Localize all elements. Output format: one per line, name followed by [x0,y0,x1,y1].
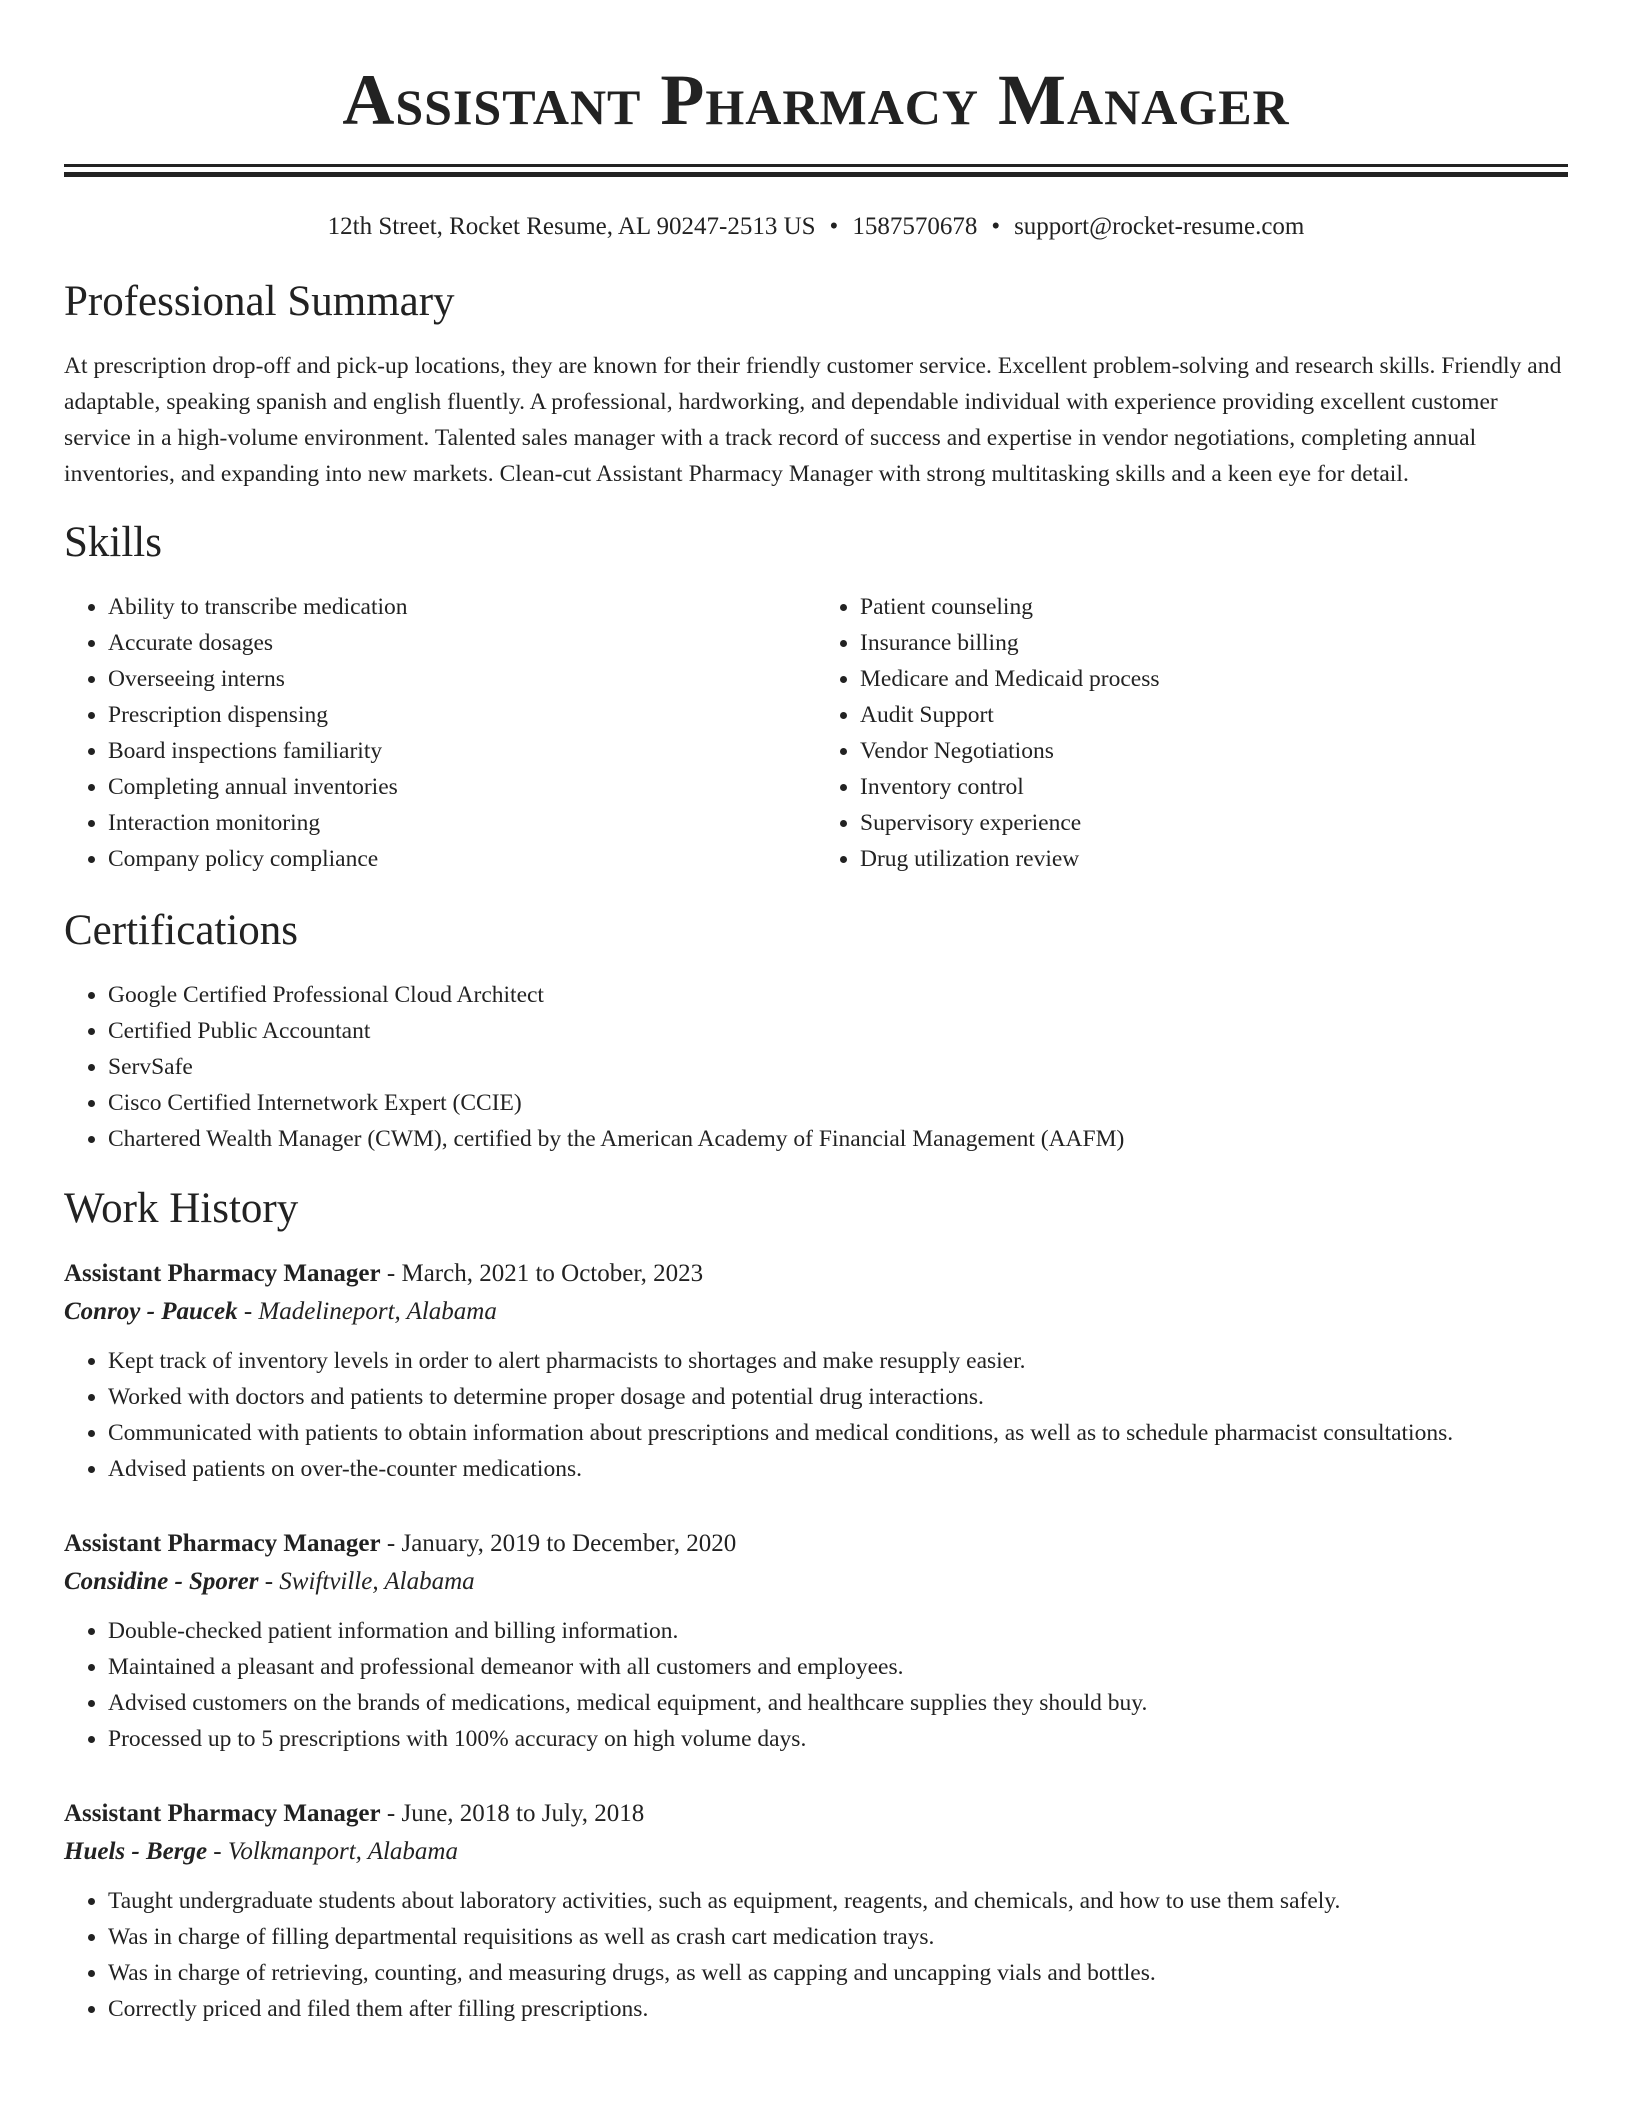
certifications-list [64,977,1568,1157]
job-location: - Madelineport, Alabama [237,1298,497,1325]
job-company-line [64,1563,1568,1601]
job-entry [64,1525,1568,1757]
job-bullets [64,1343,1568,1487]
skill-item: • Medicare and Medicaid process [860,661,1568,697]
contact-phone: 1587570678 [852,213,978,240]
job-bullet: • Advised customers on the brands of medications, medical equipment, and healthcare supplies they should buy. [108,1685,1568,1721]
skill-item: • Completing annual inventories [108,769,816,805]
job-company: Huels - Berge [64,1838,208,1865]
job-bullet: • Taught undergraduate students about laboratory activities, such as equipment, reagents, and chemicals, and how to use them safely. [108,1883,1568,1919]
skill-item: • Prescription dispensing [108,697,816,733]
certification-item: • Cisco Certified Internetwork Expert (CCIE) [108,1085,1568,1121]
job-location: - Swiftville, Alabama [258,1568,475,1595]
job-bullets [64,1883,1568,2027]
job-dates: - March, 2021 to October, 2023 [380,1260,704,1287]
resume-title: Assistant Pharmacy Manager [342,60,1290,140]
skills-list-left [64,589,816,877]
skill-item: • Patient counseling [860,589,1568,625]
skill-item: • Inventory control [860,769,1568,805]
summary-heading: Professional Summary [64,278,455,325]
job-bullet: • Maintained a pleasant and professional demeanor with all customers and employees. [108,1649,1568,1685]
skill-item: • Audit Support [860,697,1568,733]
skills-columns [64,589,1568,877]
job-company: Considine - Sporer [64,1568,259,1595]
job-bullets [64,1613,1568,1757]
job-title: Assistant Pharmacy Manager [64,1800,381,1827]
skill-item: • Ability to transcribe medication [108,589,816,625]
skill-item: • Accurate dosages [108,625,816,661]
job-company-line [64,1293,1568,1331]
header-rule-thin [64,164,1568,167]
certification-item: • Chartered Wealth Manager (CWM), certified by the American Academy of Financial Management (AAFM) [108,1121,1568,1157]
skills-section [64,517,1568,877]
skill-item: • Board inspections familiarity [108,733,816,769]
contact-email[interactable]: support@rocket-resume.com [1014,213,1305,240]
job-bullet: • Was in charge of filling departmental requisitions as well as crash cart medication trays. [108,1919,1568,1955]
certification-item: • Google Certified Professional Cloud Architect [108,977,1568,1013]
job-location: - Volkmanport, Alabama [207,1838,458,1865]
job-title: Assistant Pharmacy Manager [64,1530,381,1557]
skill-item: • Drug utilization review [860,841,1568,877]
skill-item: • Interaction monitoring [108,805,816,841]
job-entry [64,1255,1568,1487]
job-bullet: • Was in charge of retrieving, counting, and measuring drugs, as well as capping and uncapping vials and bottles. [108,1955,1568,1991]
job-header [64,1255,1568,1293]
job-bullet: • Worked with doctors and patients to determine proper dosage and potential drug interactions. [108,1379,1568,1415]
summary-text: At prescription drop-off and pick-up locations, they are known for their friendly customer service. Excellent problem-solving and research skills. Friendly and adaptable, speaking spanish and english fluently. A professional, hardworking, and dependable individual with experience providing excellent customer service in a high-volume environment. Talented sales manager with a track record of success and expertise in vendor negotiations, completing annual inventories, and expanding into new markets. Clean-cut Assistant Pharmacy Manager with strong multitasking skills and a keen eye for detail. [64,353,1562,487]
work-history-heading: Work History [64,1185,299,1232]
certifications-section [64,905,1568,1157]
skill-item: • Company policy compliance [108,841,816,877]
skill-item: • Vendor Negotiations [860,733,1568,769]
skills-heading: Skills [64,519,162,566]
certification-item: • Certified Public Accountant [108,1013,1568,1049]
job-bullet: • Correctly priced and filed them after filling prescriptions. [108,1991,1568,2027]
contact-separator: • [829,213,839,240]
job-bullet: • Advised patients on over-the-counter medications. [108,1451,1568,1487]
contact-address: 12th Street, Rocket Resume, AL 90247-2513 US [327,213,816,240]
job-dates: - June, 2018 to July, 2018 [380,1800,645,1827]
job-title: Assistant Pharmacy Manager [64,1260,381,1287]
certifications-heading: Certifications [64,907,299,954]
certification-item: • ServSafe [108,1049,1568,1085]
skill-item: • Insurance billing [860,625,1568,661]
job-bullet: • Processed up to 5 prescriptions with 100% accuracy on high volume days. [108,1721,1568,1757]
job-dates: - January, 2019 to December, 2020 [380,1530,737,1557]
skill-item: • Supervisory experience [860,805,1568,841]
job-bullet: • Double-checked patient information and billing information. [108,1613,1568,1649]
job-company-line [64,1833,1568,1871]
summary-section [64,276,1568,492]
job-header [64,1525,1568,1563]
work-history-section [64,1183,1568,2027]
job-bullet: • Communicated with patients to obtain information about prescriptions and medical conditions, as well as to schedule pharmacist consultations. [108,1415,1568,1451]
skill-item: • Overseeing interns [108,661,816,697]
job-header [64,1795,1568,1833]
job-entry [64,1795,1568,2027]
job-company: Conroy - Paucek [64,1298,238,1325]
header-rule-thick [64,172,1568,177]
contact-line [64,211,1568,243]
skills-list-right [816,589,1568,877]
contact-separator: • [991,213,1001,240]
job-bullet: • Kept track of inventory levels in order to alert pharmacists to shortages and make resupply easier. [108,1343,1568,1379]
